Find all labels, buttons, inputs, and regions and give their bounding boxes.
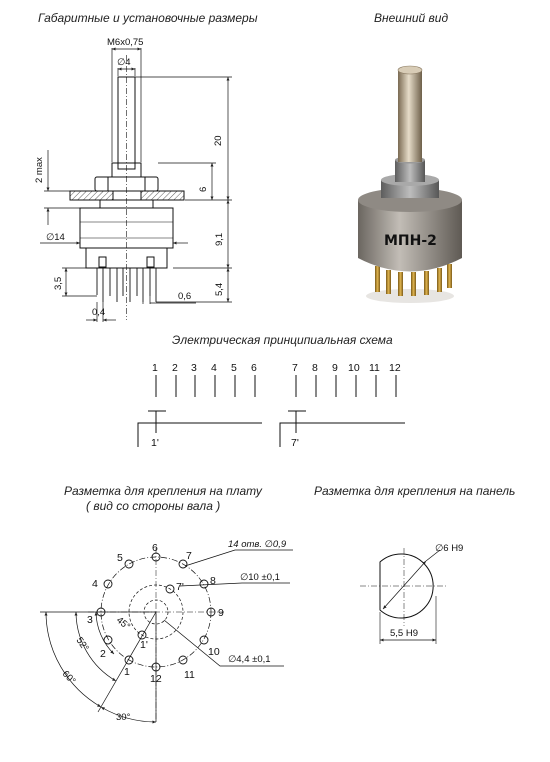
contact-label: 5: [231, 362, 237, 374]
pin-label: 7: [186, 550, 192, 562]
label-body-dia: ∅14: [46, 232, 65, 243]
common-label-7: 7': [291, 437, 299, 449]
header-panel-marking: Разметка для крепления на панель: [314, 484, 516, 498]
panel-dia-label: ∅6 H9: [435, 543, 464, 554]
header-schematic: Электрическая принципиальная схема: [172, 333, 393, 347]
contact-label: 10: [348, 362, 360, 374]
pin-label: 9: [218, 607, 224, 619]
tab-left: [99, 257, 106, 267]
inner-label-1: 1': [140, 639, 148, 651]
contact-label: 8: [312, 362, 318, 374]
product-photo: [358, 66, 462, 303]
contact-label: 7: [292, 362, 298, 374]
holes-note: 14 отв. ∅0,9: [228, 539, 287, 550]
label-shaft-dia: ∅4: [117, 57, 131, 68]
contact-label: 3: [191, 362, 197, 374]
schematic-diagram: [138, 375, 405, 447]
contact-label: 2: [172, 362, 178, 374]
photo-shaft: [398, 70, 422, 162]
pin-label: 4: [92, 578, 98, 590]
contact-label: 9: [332, 362, 338, 374]
pin-label: 3: [87, 614, 93, 626]
tab-right: [147, 257, 154, 267]
center-dia-label: ∅4,4 ±0,1: [228, 654, 271, 665]
pin-label: 6: [152, 542, 158, 554]
angle-52-label: 52°: [73, 635, 91, 654]
panel-hatch-right: [141, 191, 184, 200]
schematic-labels: [151, 362, 401, 449]
header-board-marking-sub: ( вид со стороны вала ): [86, 499, 221, 513]
label-pin-len: 5,4: [214, 282, 225, 296]
header-board-marking: Разметка для крепления на плату: [64, 484, 262, 498]
pins-side: [97, 268, 156, 302]
board-marking-labels: [60, 539, 287, 723]
panel-marking-labels: [390, 543, 463, 639]
panel-hatch-left: [70, 191, 113, 200]
label-max-len: 2 max: [34, 157, 45, 183]
panel-flat-label: 5,5 H9: [390, 628, 418, 639]
angle-30-label: 30°: [116, 712, 131, 723]
inner-label-7: 7': [176, 581, 184, 593]
photo-body-label: МПН-2: [384, 233, 437, 249]
header-dimensions: Габаритные и установочные размеры: [38, 11, 258, 25]
pin-label: 8: [210, 575, 216, 587]
angle-60-label: 60°: [59, 668, 78, 687]
contact-label: 4: [211, 362, 217, 374]
pin-label: 10: [208, 646, 220, 658]
label-pin-section: 3,5: [53, 276, 64, 290]
pin-label: 2: [100, 648, 106, 660]
pin-label: 1: [124, 666, 130, 678]
circle-dia-label: ∅10 ±0,1: [240, 572, 280, 583]
pin-label: 5: [117, 552, 123, 564]
contact-label: 12: [389, 362, 401, 374]
label-pin-pitch: 0,4: [92, 307, 106, 318]
label-thread: M6x0,75: [107, 37, 144, 48]
common-label-1: 1': [151, 437, 159, 449]
side-view-drawing: [40, 48, 232, 322]
pin-label: 11: [184, 669, 195, 681]
header-appearance: Внешний вид: [374, 11, 449, 25]
contact-label: 1: [152, 362, 158, 374]
label-shaft-len: 20: [213, 135, 224, 146]
contact-label: 6: [251, 362, 257, 374]
label-body-h: 9,1: [214, 232, 225, 246]
label-nut-h: 6: [198, 186, 209, 192]
dimension-lines: [40, 48, 232, 322]
pin-label: 12: [150, 673, 162, 685]
contact-label: 11: [369, 362, 380, 374]
angle-45-label: 45°: [114, 614, 133, 633]
label-pin-w: 0,6: [178, 291, 192, 302]
